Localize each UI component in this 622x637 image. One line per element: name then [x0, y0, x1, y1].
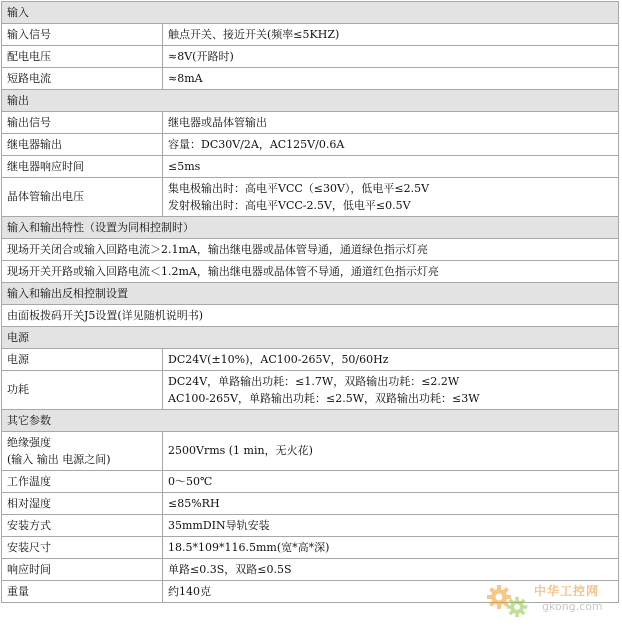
table-row: [2, 156, 619, 178]
row-value-line: 集电极输出时：高电平VCC（≤30V），低电平≤2.5V: [168, 182, 430, 195]
row-value-line: ≤85%RH: [168, 496, 220, 510]
table-row: [2, 349, 619, 371]
row-label: 继电器响应时间: [2, 156, 163, 178]
row-value-line: 触点开关、接近开关(频率≤5KHZ): [168, 27, 340, 41]
row-value-line: 18.5*109*116.5mm(宽*高*深): [168, 540, 330, 554]
table-row: [2, 68, 619, 90]
row-label: 相对湿度: [2, 493, 163, 515]
gear-small-icon: [506, 596, 528, 618]
row-label: 晶体管输出电压: [2, 178, 163, 217]
table-row: [2, 24, 619, 46]
row-label-line: (输入 输出 电源之间): [7, 453, 111, 466]
row-value: [163, 432, 619, 471]
table-row: [2, 537, 619, 559]
row-value-line: 单路≤0.3S，双路≤0.5S: [168, 562, 292, 576]
row-label: 功耗: [2, 371, 163, 410]
section-header-row: [2, 2, 619, 24]
row-value-line: 发射极输出时：高电平VCC-2.5V，低电平≤0.5V: [168, 199, 411, 212]
row-value: [163, 112, 619, 134]
row-value-line: DC24V(±10%)，AC100-265V，50/60Hz: [168, 352, 389, 366]
section-header-row: [2, 217, 619, 239]
row-value-line: 约140克: [168, 584, 211, 598]
section-header-row: [2, 90, 619, 112]
table-row: [2, 305, 619, 327]
row-label: 安装方式: [2, 515, 163, 537]
row-value-line: ≈8mA: [168, 71, 203, 85]
row-label: 安装尺寸: [2, 537, 163, 559]
section-header-row: [2, 327, 619, 349]
spec-table-body: [2, 2, 619, 603]
row-value: [163, 178, 619, 217]
table-row: [2, 371, 619, 410]
row-value-line: DC24V，单路输出功耗：≤1.7W，双路输出功耗：≤2.2W: [168, 375, 460, 388]
section-header-row: [2, 410, 619, 432]
row-value-line: 2500Vrms (1 min，无火花): [168, 444, 313, 457]
table-row: [2, 46, 619, 68]
row-value-line: 35mmDIN导轨安装: [168, 518, 270, 532]
row-value: [163, 46, 619, 68]
row-label: 短路电流: [2, 68, 163, 90]
row-value-line: 继电器或晶体管输出: [168, 115, 267, 129]
table-row: [2, 112, 619, 134]
section-header: 输出: [2, 90, 619, 112]
row-value: [163, 24, 619, 46]
watermark-url: gkong.com: [542, 600, 603, 613]
row-value: [163, 134, 619, 156]
table-row: [2, 239, 619, 261]
table-row: [2, 515, 619, 537]
row-value: [163, 515, 619, 537]
row-value: [163, 471, 619, 493]
row-value: [163, 537, 619, 559]
row-label-line: 绝缘强度: [7, 436, 51, 449]
row-value: [163, 559, 619, 581]
section-header: 输入和输出反相控制设置: [2, 283, 619, 305]
row-label: [2, 432, 163, 471]
row-label: 电源: [2, 349, 163, 371]
row-label: 输出信号: [2, 112, 163, 134]
row-value-line: ≤5ms: [168, 159, 201, 173]
row-value-line: ≈8V(开路时): [168, 49, 234, 63]
row-label: 工作温度: [2, 471, 163, 493]
section-header-row: [2, 283, 619, 305]
table-row: [2, 261, 619, 283]
row-label: 响应时间: [2, 559, 163, 581]
row-value-line: 0～50℃: [168, 474, 213, 488]
table-row: [2, 134, 619, 156]
table-row: [2, 471, 619, 493]
row-value: [163, 68, 619, 90]
spec-table: [1, 1, 619, 603]
full-width-cell: 现场开关开路或输入回路电流＜1.2mA，输出继电器或晶体管不导通，通道红色指示灯亮: [2, 261, 619, 283]
row-value-line: AC100-265V，单路输出功耗：≤2.5W，双路输出功耗：≤3W: [168, 392, 480, 405]
row-value: [163, 371, 619, 410]
row-value: [163, 156, 619, 178]
full-width-cell: 现场开关闭合或输入回路电流＞2.1mA，输出继电器或晶体管导通，通道绿色指示灯亮: [2, 239, 619, 261]
section-header: 其它参数: [2, 410, 619, 432]
row-value: [163, 493, 619, 515]
section-header: 输入: [2, 2, 619, 24]
watermark-title: 中华工控网: [534, 584, 600, 598]
full-width-cell: 由面板拨码开关J5设置(详见随机说明书): [2, 305, 619, 327]
row-label: 配电电压: [2, 46, 163, 68]
table-row: [2, 432, 619, 471]
watermark: [486, 580, 616, 630]
row-label: 重量: [2, 581, 163, 603]
row-value: [163, 349, 619, 371]
row-label: 输入信号: [2, 24, 163, 46]
section-header: 电源: [2, 327, 619, 349]
row-label: 继电器输出: [2, 134, 163, 156]
table-row: [2, 493, 619, 515]
table-row: [2, 559, 619, 581]
row-value-line: 容量：DC30V/2A，AC125V/0.6A: [168, 137, 345, 151]
table-row: [2, 178, 619, 217]
section-header: 输入和输出特性（设置为同相控制时）: [2, 217, 619, 239]
